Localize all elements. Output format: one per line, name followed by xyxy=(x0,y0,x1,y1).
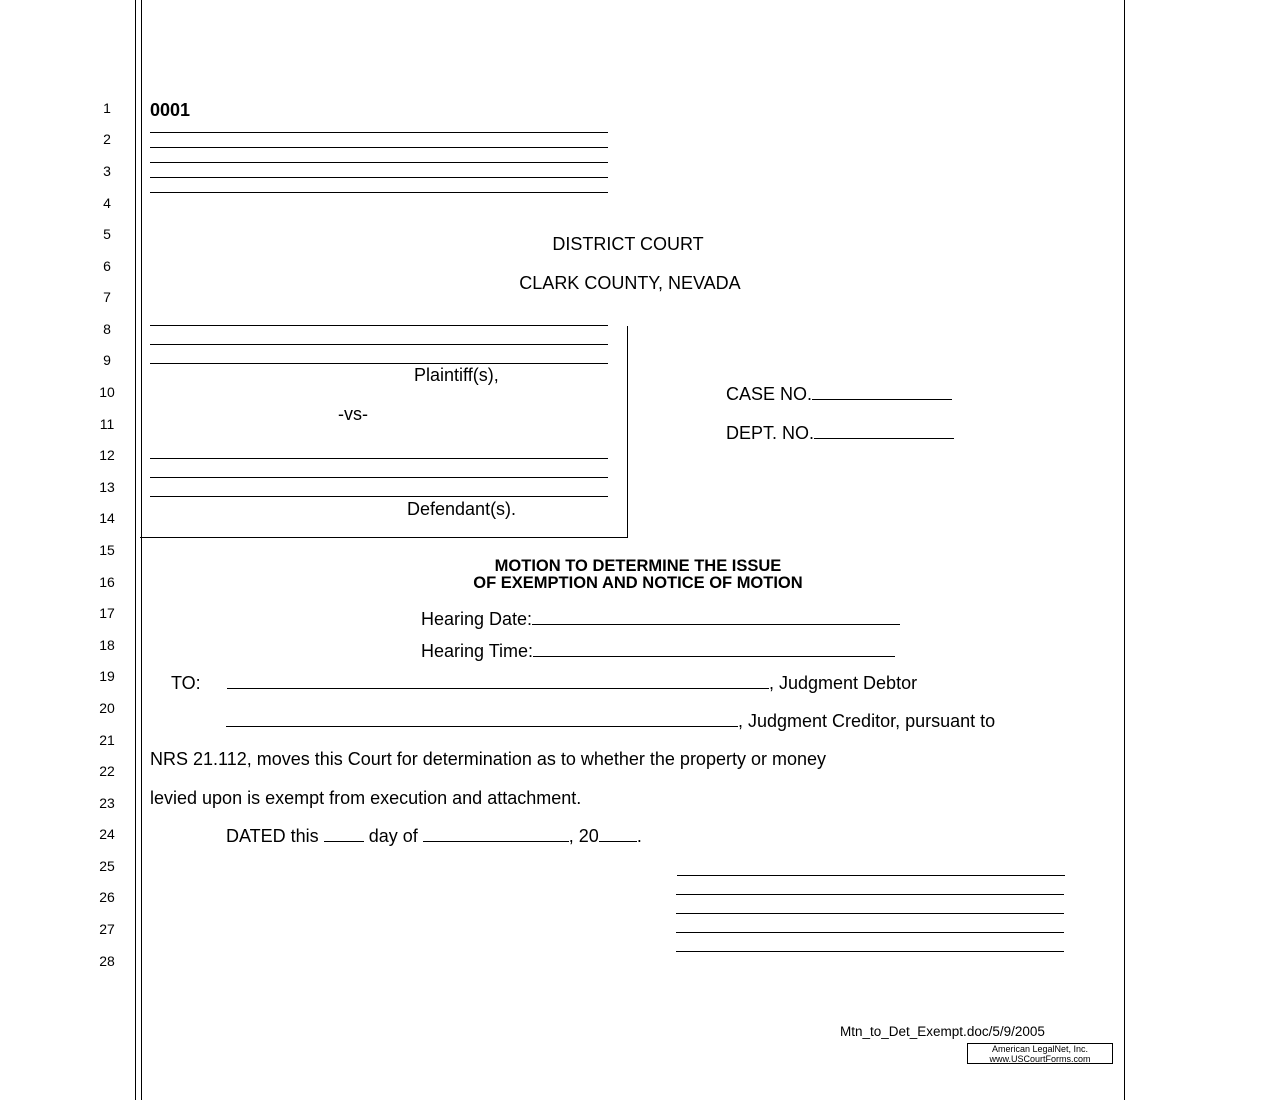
line-number: 1 xyxy=(103,100,111,116)
signature-line[interactable] xyxy=(676,913,1064,914)
footer-brand-url: www.USCourtForms.com xyxy=(989,1053,1091,1064)
signature-line[interactable] xyxy=(676,932,1064,933)
plaintiff-label: Plaintiff(s), xyxy=(414,365,499,385)
document-number: 0001 xyxy=(150,100,191,120)
signature-line[interactable] xyxy=(676,951,1064,952)
left-margin-line-outer xyxy=(135,0,136,1100)
dated-line xyxy=(226,826,642,846)
hearing-time-blank[interactable] xyxy=(533,641,895,657)
line-number: 22 xyxy=(99,763,115,779)
case-number-label: CASE NO. xyxy=(726,384,813,404)
line-number: 18 xyxy=(99,637,115,653)
caption-box-right-border xyxy=(627,326,628,537)
dated-year-prefix: , 20 xyxy=(568,826,599,846)
dept-number-field[interactable] xyxy=(726,423,954,443)
line-number: 20 xyxy=(99,700,115,716)
line-number: 9 xyxy=(103,352,111,368)
motion-body-line2: levied upon is exempt from execution and attachment. xyxy=(150,788,582,808)
line-number: 23 xyxy=(99,795,115,811)
line-number: 6 xyxy=(103,258,111,274)
line-number: 12 xyxy=(99,447,115,463)
caption-box-bottom-border xyxy=(140,537,628,538)
motion-title-line1: MOTION TO DETERMINE THE ISSUE xyxy=(494,557,782,575)
plaintiff-name-line[interactable] xyxy=(150,363,608,364)
line-number: 21 xyxy=(99,732,115,748)
line-number: 14 xyxy=(99,510,115,526)
plaintiff-name-line[interactable] xyxy=(150,344,608,345)
hearing-time-label: Hearing Time: xyxy=(421,641,534,661)
line-number: 28 xyxy=(99,953,115,969)
case-number-field[interactable] xyxy=(726,384,952,404)
to-label: TO: xyxy=(171,673,201,693)
dated-prefix: DATED this xyxy=(226,826,319,846)
motion-body-line1: NRS 21.112, moves this Court for determination as to whether the property or money xyxy=(150,749,826,769)
line-number: 11 xyxy=(99,416,115,432)
judgment-creditor-label: , Judgment Creditor, pursuant to xyxy=(738,711,996,731)
line-number: 17 xyxy=(99,605,115,621)
attorney-info-line[interactable] xyxy=(150,132,608,133)
footer-filename: Mtn_to_Det_Exempt.doc/5/9/2005 xyxy=(840,1024,1045,1039)
right-margin-line xyxy=(1124,0,1125,1100)
dept-number-label: DEPT. NO. xyxy=(726,423,815,443)
line-number: 5 xyxy=(103,226,111,242)
line-number: 15 xyxy=(99,542,115,558)
judgment-debtor-label: , Judgment Debtor xyxy=(769,673,918,693)
footer-brand-box xyxy=(967,1043,1113,1064)
attorney-info-line[interactable] xyxy=(150,162,608,163)
dated-day-blank[interactable] xyxy=(324,826,364,842)
line-number: 26 xyxy=(99,889,115,905)
dated-end: . xyxy=(636,826,642,846)
left-margin-line-inner xyxy=(141,0,142,1100)
line-number: 16 xyxy=(99,574,115,590)
plaintiff-name-line[interactable] xyxy=(150,325,608,326)
versus-label: -vs- xyxy=(338,404,368,424)
dated-day-of: day of xyxy=(368,826,418,846)
case-number-blank[interactable] xyxy=(812,384,952,400)
line-number: 25 xyxy=(99,858,115,874)
signature-line[interactable] xyxy=(676,894,1064,895)
line-number: 7 xyxy=(103,289,111,305)
judgment-creditor-field[interactable] xyxy=(226,711,995,731)
hearing-date-field[interactable] xyxy=(421,609,900,629)
court-name: DISTRICT COURT xyxy=(552,234,704,254)
line-number: 4 xyxy=(103,195,111,211)
hearing-date-blank[interactable] xyxy=(532,609,900,625)
line-number: 10 xyxy=(99,384,115,400)
judgment-debtor-blank[interactable] xyxy=(227,673,769,689)
attorney-info-line[interactable] xyxy=(150,147,608,148)
line-number: 2 xyxy=(103,131,111,147)
dated-month-blank[interactable] xyxy=(423,826,569,842)
line-number: 13 xyxy=(99,479,115,495)
defendant-name-line[interactable] xyxy=(150,496,608,497)
line-number: 27 xyxy=(99,921,115,937)
judgment-creditor-blank[interactable] xyxy=(226,711,738,727)
motion-title-line2: OF EXEMPTION AND NOTICE OF MOTION xyxy=(473,574,803,592)
dated-year-blank[interactable] xyxy=(599,826,637,842)
defendant-name-line[interactable] xyxy=(150,458,608,459)
attorney-info-line[interactable] xyxy=(150,192,608,193)
defendant-name-line[interactable] xyxy=(150,477,608,478)
hearing-time-field[interactable] xyxy=(421,641,895,661)
court-location: CLARK COUNTY, NEVADA xyxy=(519,273,741,293)
signature-line[interactable] xyxy=(677,875,1065,876)
line-number: 3 xyxy=(103,163,111,179)
line-number: 8 xyxy=(103,321,111,337)
line-number: 24 xyxy=(99,826,115,842)
attorney-info-line[interactable] xyxy=(150,177,608,178)
defendant-label: Defendant(s). xyxy=(407,499,517,519)
footer-brand-name: American LegalNet, Inc. xyxy=(991,1044,1089,1054)
line-number: 19 xyxy=(99,668,115,684)
hearing-date-label: Hearing Date: xyxy=(421,609,533,629)
judgment-debtor-field[interactable] xyxy=(227,673,917,693)
dept-number-blank[interactable] xyxy=(814,423,954,439)
